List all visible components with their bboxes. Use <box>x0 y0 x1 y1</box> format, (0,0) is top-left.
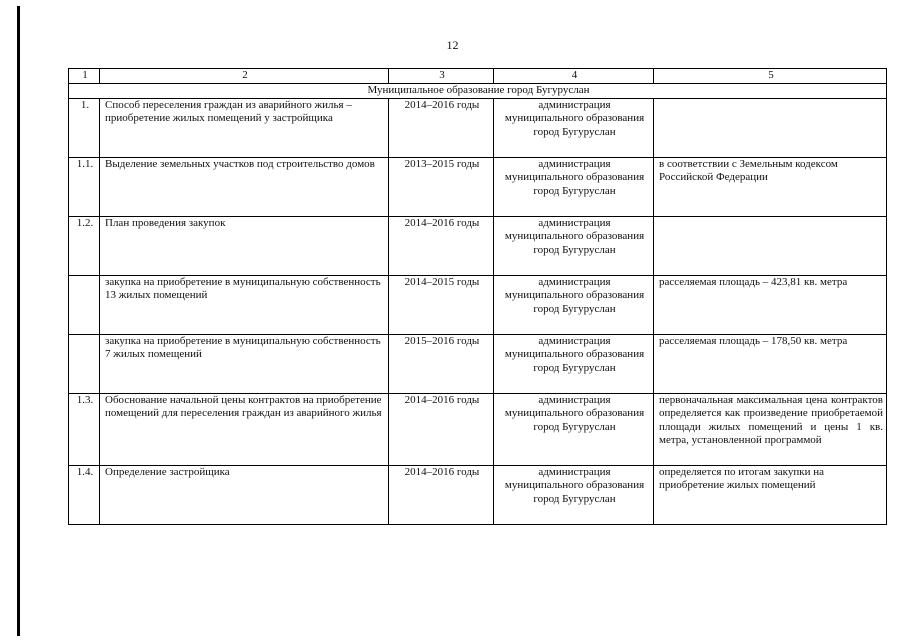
row-number <box>69 334 100 393</box>
action-cell: План проведения закупок <box>100 216 389 275</box>
responsible-cell: администрация муниципального образования город Бугуруслан <box>494 275 654 334</box>
note-cell <box>654 216 887 275</box>
note-cell: расселяемая площадь – 178,50 кв. метра <box>654 334 887 393</box>
column-number-3: 3 <box>389 69 494 84</box>
note-cell: в соответствии с Земельным кодексом Российской Федерации <box>654 157 887 216</box>
action-cell: закупка на приобретение в муниципальную собственность 7 жилых помещений <box>100 334 389 393</box>
action-cell: Выделение земельных участков под строительство домов <box>100 157 389 216</box>
section-row <box>69 84 887 99</box>
table-row <box>69 393 887 465</box>
table-row <box>69 275 887 334</box>
responsible-cell: администрация муниципального образования город Бугуруслан <box>494 216 654 275</box>
column-number-2: 2 <box>100 69 389 84</box>
action-cell: Определение застройщика <box>100 465 389 524</box>
row-number: 1. <box>69 98 100 157</box>
section-title: Муниципальное образование город Бугуруслан <box>69 84 887 99</box>
scan-edge-line <box>17 6 20 636</box>
table-row <box>69 216 887 275</box>
period-cell: 2015–2016 годы <box>389 334 494 393</box>
table-row <box>69 98 887 157</box>
row-number: 1.2. <box>69 216 100 275</box>
period-cell: 2014–2015 годы <box>389 275 494 334</box>
action-cell: Обоснование начальной цены контрактов на приобретение помещений для переселения граждан из аварийного жилья <box>100 393 389 465</box>
column-number-4: 4 <box>494 69 654 84</box>
responsible-cell: администрация муниципального образования город Бугуруслан <box>494 393 654 465</box>
note-cell <box>654 98 887 157</box>
action-cell: Способ переселения граждан из аварийного жилья – приобретение жилых помещений у застройщика <box>100 98 389 157</box>
period-cell: 2014–2016 годы <box>389 465 494 524</box>
note-cell: расселяемая площадь – 423,81 кв. метра <box>654 275 887 334</box>
responsible-cell: администрация муниципального образования город Бугуруслан <box>494 334 654 393</box>
period-cell: 2014–2016 годы <box>389 98 494 157</box>
row-number: 1.3. <box>69 393 100 465</box>
period-cell: 2013–2015 годы <box>389 157 494 216</box>
table-row <box>69 157 887 216</box>
action-cell: закупка на приобретение в муниципальную собственность 13 жилых помещений <box>100 275 389 334</box>
table-row <box>69 465 887 524</box>
note-cell: определяется по итогам закупки на приобретение жилых помещений <box>654 465 887 524</box>
page-number: 12 <box>446 38 459 52</box>
row-number: 1.1. <box>69 157 100 216</box>
measures-table <box>68 68 887 525</box>
row-number: 1.4. <box>69 465 100 524</box>
table-row <box>69 334 887 393</box>
period-cell: 2014–2016 годы <box>389 216 494 275</box>
column-number-5: 5 <box>654 69 887 84</box>
column-number-row <box>69 69 887 84</box>
responsible-cell: администрация муниципального образования город Бугуруслан <box>494 98 654 157</box>
note-cell: первоначальная максимальная цена контрактов определяется как произведение приобретаемой площади жилых помещений и цены 1 кв. метра, установленной программой <box>654 393 887 465</box>
row-number <box>69 275 100 334</box>
period-cell: 2014–2016 годы <box>389 393 494 465</box>
responsible-cell: администрация муниципального образования город Бугуруслан <box>494 157 654 216</box>
responsible-cell: администрация муниципального образования город Бугуруслан <box>494 465 654 524</box>
column-number-1: 1 <box>69 69 100 84</box>
